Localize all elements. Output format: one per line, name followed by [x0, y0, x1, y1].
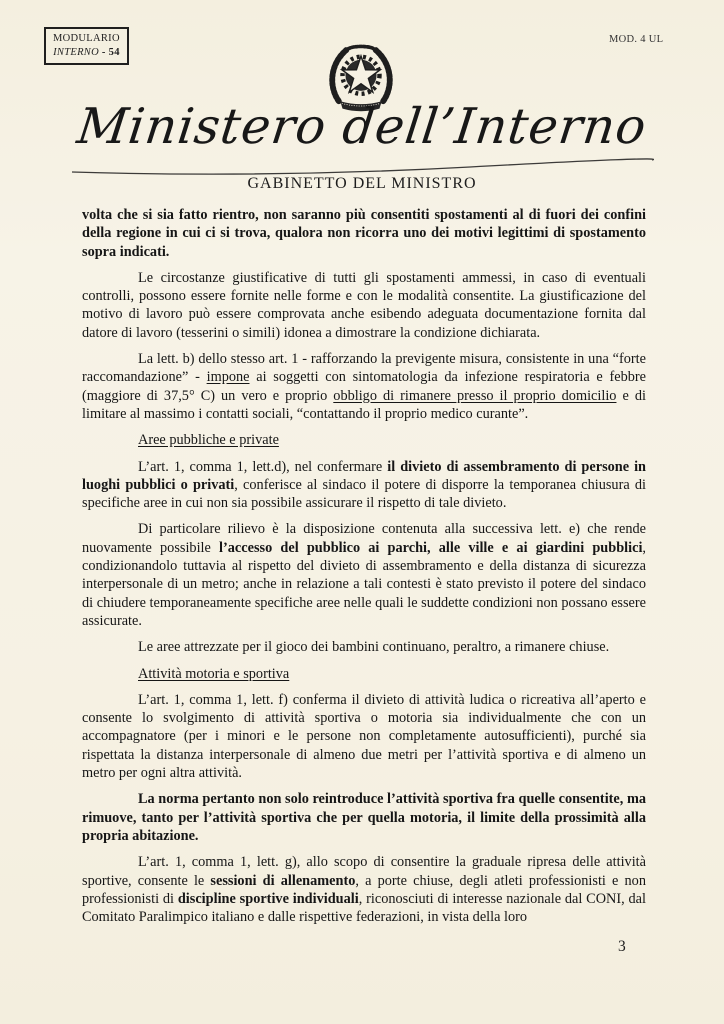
paragraph — [82, 350, 646, 423]
section-heading — [82, 431, 646, 449]
paragraph — [82, 206, 646, 261]
title-flourish-line — [70, 158, 654, 176]
office-subtitle: GABINETTO DEL MINISTRO — [247, 175, 477, 192]
ministry-title: Ministero dell’Interno — [74, 98, 650, 155]
modulario-line1: MODULARIO — [53, 33, 120, 44]
text-run: L’art. 1, comma 1, lett. f) conferma il divieto di attività ludica o ricreativa all’aperto e consente lo svolgimento di attività sportiva o motoria sia individualmente che con un accompagnatore (per i minori e le persone non completamente autosufficienti), purché sia rispettata la distanza interpersonale di almeno due metri per l’attività sportiva e di almeno un metro per ogni altra attività. — [82, 691, 646, 782]
text-run: obbligo di rimanere presso il proprio domicilio — [333, 387, 617, 404]
text-run: L’art. 1, comma 1, lett. g), allo scopo di consentire la graduale ripresa delle attività sportive, consente le — [82, 854, 646, 889]
text-run: Di particolare rilievo è la disposizione contenuta alla successiva lett. e) che rende nuovamente possibile — [82, 521, 646, 556]
paragraph — [82, 853, 646, 926]
text-run: La lett. b) dello stesso art. 1 - rafforzando la previgente misura, consistente in una “forte raccomandazione” - — [82, 351, 646, 386]
text-run: , conferisce al sindaco il potere di disporre la temporanea chiusura di specifiche aree in cui non sia possibile assicurare il rispetto di tale divieto. — [82, 476, 646, 512]
paragraph — [82, 269, 646, 342]
text-run: Le aree attrezzate per il gioco dei bambini continuano, peraltro, a rimanere chiuse. — [138, 639, 610, 656]
section-heading — [82, 665, 646, 683]
text-run: discipline sportive individuali — [177, 890, 359, 907]
modulario-line2-suffix: - 54 — [101, 46, 120, 58]
paragraph — [82, 691, 646, 782]
text-run: Le circostanze giustificative di tutti gli spostamenti ammessi, in caso di eventuali controlli, possono essere fornite nelle forme e con le modalità consentite. La giustificazione del motivo di lavoro può essere comprovata anche esibendo adeguata documentazione fornita dal datore di lavoro (tesserini o simili) idonea a dimostrare la condizione dichiarata. — [82, 269, 646, 341]
text-run: La norma pertanto non solo reintroduce l’attività sportiva fra quelle consentite, ma rimuove, tanto per l’attività sportiva che per quella motoria, il limite della prossimità alla propria abitazione. — [82, 791, 646, 844]
text-run: il divieto di assembramento di persone in luoghi pubblici o privati — [82, 458, 646, 493]
paragraph — [82, 458, 646, 513]
paragraph — [82, 520, 646, 630]
paragraph — [82, 638, 646, 656]
modulario-line2-italic: INTERNO — [53, 46, 99, 58]
text-run: , condizionandolo tuttavia al rispetto del divieto di assembramento e della distanza di sicurezza interpersonale di un metro; anche in relazione a tali contesti è stato previsto il potere del sindaco di chiudere temporaneamente specifiche aree nelle quali le suddette condizioni non possano essere assicurate. — [82, 539, 646, 629]
paragraph — [82, 790, 646, 845]
text-run: , a porte chiuse, degli atleti professionisti e non professionisti di — [82, 872, 646, 907]
text-run: Aree pubbliche e private — [138, 432, 279, 449]
modulario-box — [44, 27, 129, 65]
text-run: ai soggetti con sintomatologia da infezione respiratoria e febbre (maggiore di 37,5° C) un vero e proprio — [82, 369, 646, 404]
text-run: e di limitare al massimo i contatti sociali, “contattando il proprio medico curante”. — [82, 387, 646, 422]
modulario-line2 — [53, 46, 120, 60]
mod-number-label: MOD. 4 UL — [609, 34, 664, 45]
document-body — [82, 206, 646, 964]
text-run: l’accesso del pubblico ai parchi, alle ville e ai giardini pubblici — [219, 539, 643, 556]
text-run: volta che si sia fatto rientro, non saranno più consentiti spostamenti al di fuori dei confini della regione in cui ci si trova, qualora non ricorra uno dei motivi legittimi di spostamento sopra indicati. — [82, 207, 646, 260]
text-run: L’art. 1, comma 1, lett.d), nel confermare — [138, 458, 388, 475]
text-run: Attività motoria e sportiva — [138, 665, 290, 682]
page-number: 3 — [618, 938, 626, 955]
text-run: , riconosciuti di interesse nazionale dal CONI, dal Comitato Paralimpico italiano e dalle rispettive federazioni, in vista della loro — [82, 890, 646, 926]
text-run: sessioni di allenamento — [210, 872, 356, 889]
text-run: impone — [206, 369, 250, 386]
